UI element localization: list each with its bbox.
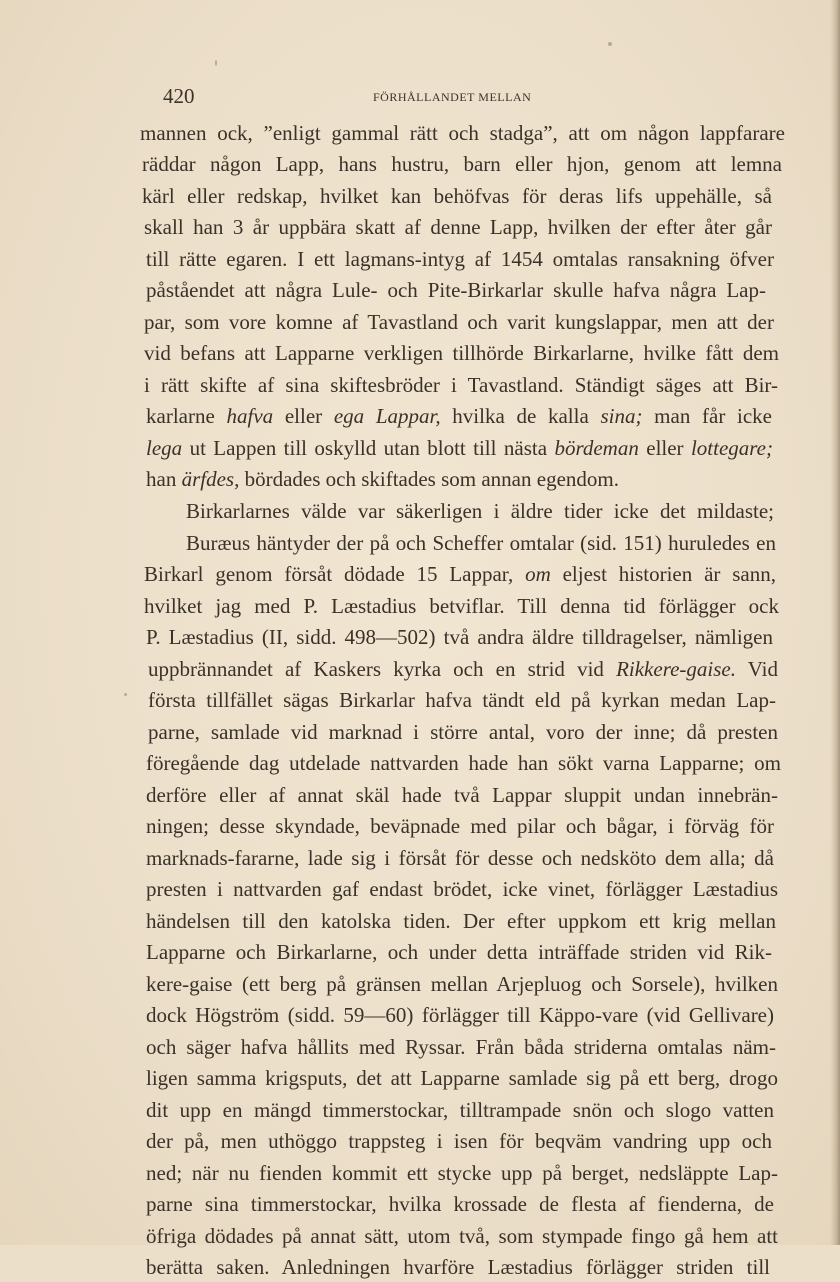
text-segment: dock Högström (sidd. 59—60) förlägger till Käppo-vare (vid Gellivare) — [146, 1003, 774, 1027]
paper-speck — [608, 42, 612, 46]
text-segment: eller — [273, 404, 334, 428]
text-segment: marknads-fararne, lade sig i försåt för desse och nedsköto dem alla; då — [146, 846, 774, 870]
text-line — [146, 433, 773, 463]
italic-text-segment: Rikkere-gaise. — [616, 657, 736, 681]
text-line — [146, 874, 778, 904]
text-segment: mannen ock, ”enligt gammal rätt och stadga”, att om någon lappfarare — [140, 121, 785, 145]
text-segment: uppbrännandet af Kaskers kyrka och en strid vid — [148, 657, 617, 681]
text-segment: eller — [638, 436, 691, 460]
page-header — [163, 84, 663, 114]
text-line — [146, 401, 772, 431]
text-segment: Vid — [736, 657, 779, 681]
text-segment: Birkarl genom försåt dödade 15 Lappar, — [144, 562, 526, 586]
text-segment: påståendet att några Lule- och Pite-Birkarlar skulle hafva några Lap- — [146, 278, 766, 302]
text-segment: föregående dag utdelade nattvarden hade han sökt varna Lapparne; om — [146, 751, 781, 775]
text-line — [146, 1221, 778, 1251]
italic-text-segment: hafva — [226, 404, 274, 428]
text-segment: han — [146, 467, 182, 491]
text-segment: räddar någon Lapp, hans hustru, barn eller hjon, genom att lemna — [142, 152, 782, 176]
text-segment: hvilket jag med P. Læstadius betviflar. Till denna tid förlägger ock — [144, 594, 779, 618]
text-segment: vid befans att Lapparne verkligen tillhörde Birkarlarne, hvilke fått dem — [144, 341, 779, 365]
text-segment: skall han 3 år uppbära skatt af denne Lapp, hvilken der efter åter går — [144, 215, 772, 239]
text-segment: der på, men uthöggo trappsteg i isen för beqväm vandring upp och — [146, 1129, 772, 1153]
text-line — [146, 1032, 776, 1062]
text-line — [148, 685, 776, 715]
text-line — [144, 591, 779, 621]
text-segment: ningen; desse skyndade, beväpnade med pilar och bågar, i förväg för — [146, 814, 774, 838]
text-segment: i rätt skifte af sina skiftesbröder i Tavastland. Ständigt säges att Bir- — [144, 373, 778, 397]
text-segment: bördades och skiftades som annan egendom. — [239, 467, 619, 491]
text-line — [140, 118, 785, 148]
text-line — [186, 496, 774, 526]
text-line — [146, 1063, 778, 1093]
text-segment: man får icke — [642, 404, 772, 428]
text-segment: Birkarlarnes välde var säkerligen i äldre tider icke det mildaste; — [186, 499, 774, 523]
italic-text-segment: om — [525, 562, 551, 586]
text-line — [146, 1126, 772, 1156]
text-line — [146, 1000, 774, 1030]
text-line — [144, 559, 776, 589]
paper-speck — [215, 60, 217, 66]
text-line — [144, 212, 772, 242]
italic-text-segment: lottegare; — [690, 436, 773, 460]
text-line — [142, 149, 782, 179]
text-line — [146, 622, 773, 652]
text-segment: par, som vore komne af Tavastland och varit kungslappar, men att der — [144, 310, 774, 334]
text-segment: parne sina timmerstockar, hvilka krossade de flesta af fienderna, de — [146, 1192, 774, 1216]
text-segment: kärl eller redskap, hvilket kan behöfvas för deras lifs uppehälle, så — [142, 184, 772, 208]
text-segment: och säger hafva hållits med Ryssar. Från båda striderna omtalas näm- — [146, 1035, 776, 1059]
text-line — [144, 370, 778, 400]
text-segment: ligen samma krigsputs, det att Lapparne samlade sig på ett berg, drogo — [146, 1066, 778, 1090]
text-line — [146, 811, 774, 841]
italic-text-segment: ega Lappar, — [333, 404, 441, 428]
text-line — [146, 748, 781, 778]
text-segment: berätta saken. Anledningen hvarföre Læstadius förlägger striden till — [146, 1255, 770, 1279]
text-line — [144, 307, 774, 337]
page-number: 420 — [163, 84, 195, 108]
text-line — [146, 1189, 774, 1219]
italic-text-segment: ärfdes, — [181, 467, 240, 491]
text-line — [146, 244, 774, 274]
text-segment: derföre eller af annat skäl hade två Lappar sluppit undan innebrän- — [146, 783, 778, 807]
running-head: FÖRHÅLLANDET MELLAN — [373, 90, 532, 104]
text-segment: P. Læstadius (II, sidd. 498—502) två andra äldre tilldragelser, nämligen — [146, 625, 773, 649]
paper-speck — [124, 693, 127, 696]
italic-text-segment: bördeman — [554, 436, 639, 460]
italic-text-segment: sina; — [600, 404, 643, 428]
text-line — [146, 843, 774, 873]
text-segment: till rätte egaren. I ett lagmans-intyg af 1454 omtalas ransakning öfver — [146, 247, 774, 271]
text-segment: karlarne — [146, 404, 227, 428]
text-line — [148, 717, 778, 747]
text-line — [146, 780, 778, 810]
text-segment: parne, samlade vid marknad i större antal, voro der inne; då presten — [148, 720, 778, 744]
text-line — [146, 1252, 770, 1282]
text-segment: händelsen till den katolska tiden. Der efter uppkom ett krig mellan — [146, 909, 776, 933]
text-line — [146, 464, 778, 494]
text-segment: dit upp en mängd timmerstockar, tilltrampade snön och slogo vatten — [146, 1098, 774, 1122]
text-segment: första tillfället sägas Birkarlar hafva tändt eld på kyrkan medan Lap- — [148, 688, 776, 712]
text-segment: öfriga dödades på annat sätt, utom två, som stympade fingo gå hem att — [146, 1224, 778, 1248]
text-line — [186, 528, 776, 558]
text-line — [148, 654, 778, 684]
text-segment: ut Lappen till oskylld utan blott till nästa — [182, 436, 555, 460]
text-segment: presten i nattvarden gaf endast brödet, icke vinet, förlägger Læstadius — [146, 877, 778, 901]
text-segment: hvilka de kalla — [440, 404, 601, 428]
text-line — [146, 906, 776, 936]
text-line — [146, 969, 778, 999]
text-line — [144, 338, 779, 368]
text-segment: eljest historien är sann, — [550, 562, 776, 586]
text-segment: ned; när nu fienden kommit ett stycke upp på berget, nedsläppte Lap- — [146, 1161, 778, 1185]
text-line — [146, 275, 766, 305]
text-segment: kere-gaise (ett berg på gränsen mellan Arjepluog och Sorsele), hvilken — [146, 972, 778, 996]
page-edge-shadow — [830, 0, 840, 1245]
text-line — [146, 937, 772, 967]
text-line — [146, 1095, 774, 1125]
text-line — [142, 181, 772, 211]
italic-text-segment: lega — [146, 436, 183, 460]
text-line — [146, 1158, 778, 1188]
text-segment: Lapparne och Birkarlarne, och under detta inträffade striden vid Rik- — [146, 940, 772, 964]
text-segment: Buræus häntyder der på och Scheffer omtalar (sid. 151) huruledes en — [186, 531, 776, 555]
